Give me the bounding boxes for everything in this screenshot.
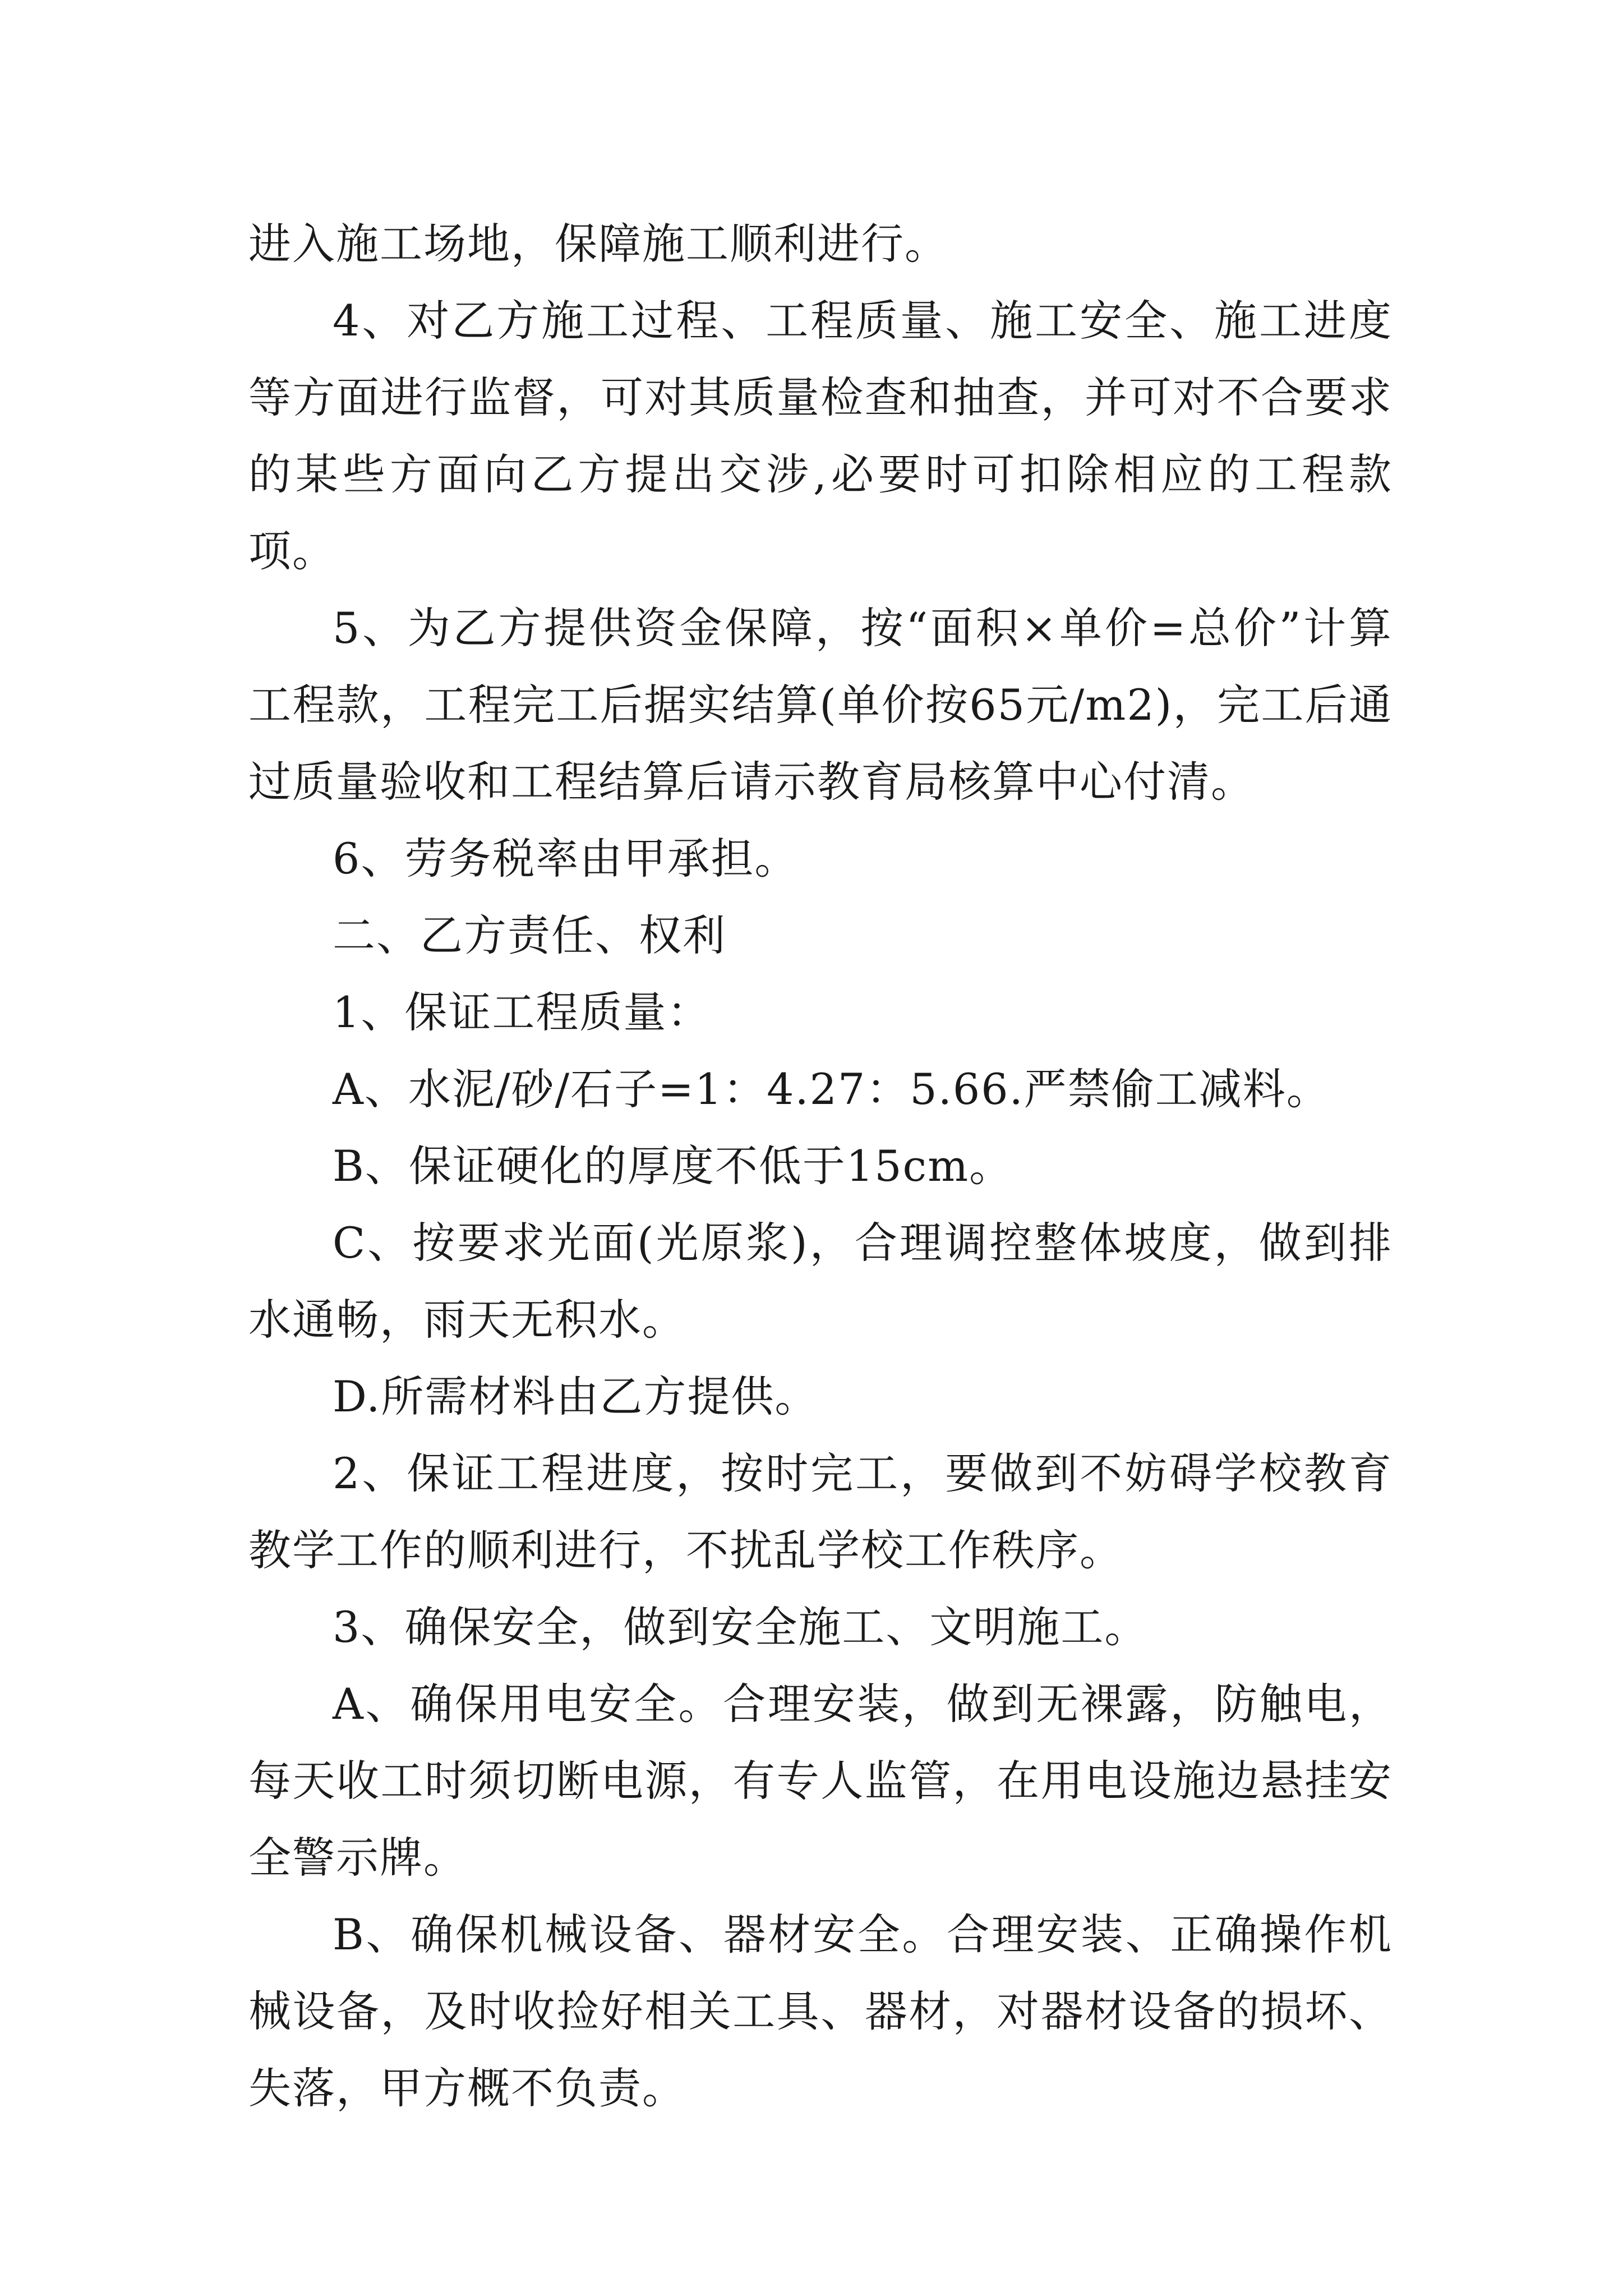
paragraph-4: 6、劳务税率由甲承担。 — [333, 834, 799, 884]
paragraph-10: D.所需材料由乙方提供。 — [333, 1372, 819, 1421]
paragraph-12: 3、确保安全，做到安全施工、文明施工。 — [333, 1602, 1149, 1652]
paragraph-9: C、按要求光面(光原浆)，合理调控整体坡度，做到排水通畅，雨天无积水。 — [248, 1218, 1393, 1345]
paragraph-6: 1、保证工程质量： — [333, 987, 711, 1037]
paragraph-14: B、确保机械设备、器材安全。合理安装、正确操作机械设备，及时收捡好相关工具、器材，对器材设备的损坏、失落，甲方概不负责。 — [248, 1910, 1393, 2113]
section-heading-party-b: 二、乙方责任、权利 — [333, 910, 726, 960]
paragraph-13: A、确保用电安全。合理安装，做到无裸露，防触电，每天收工时须切断电源，有专人监管，在用电设施边悬挂安全警示牌。 — [248, 1679, 1393, 1883]
document-body — [248, 205, 1393, 2127]
paragraph-3: 5、为乙方提供资金保障，按“面积×单价=总价”计算工程款，工程完工后据实结算(单价按65元/m2)，完工后通过质量验收和工程结算后请示教育局核算中心付清。 — [248, 603, 1393, 807]
paragraph-11: 2、保证工程进度，按时完工，要做到不妨碍学校教育教学工作的顺利进行，不扰乱学校工作秩序。 — [248, 1448, 1393, 1575]
paragraph-1: 进入施工场地，保障施工顺利进行。 — [248, 219, 948, 269]
paragraph-7: A、水泥/砂/石子=1：4.27：5.66.严禁偷工减料。 — [333, 1064, 1330, 1114]
paragraph-8: B、保证硬化的厚度不低于15cm。 — [333, 1141, 1013, 1191]
paragraph-2: 4、对乙方施工过程、工程质量、施工安全、施工进度等方面进行监督，可对其质量检查和抽查，并可对不合要求的某些方面向乙方提出交涉,必要时可扣除相应的工程款项。 — [248, 296, 1393, 576]
